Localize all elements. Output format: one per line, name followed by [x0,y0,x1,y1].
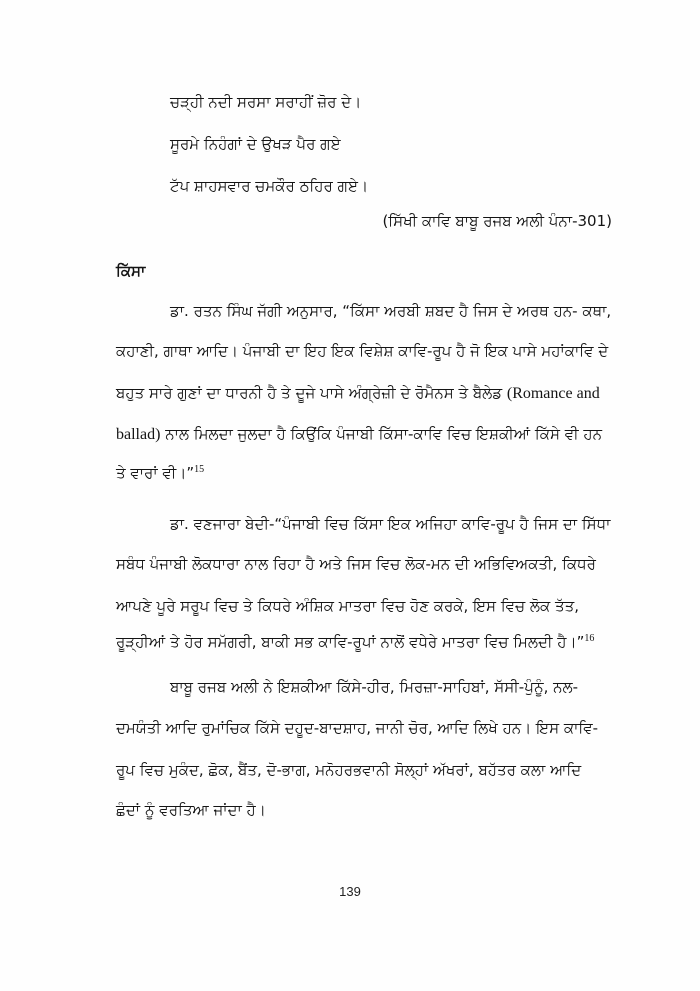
text: ਨਾਲ ਮਿਲਦਾ ਜੁਲਦਾ ਹੈ ਕਿਉਂਕਿ ਪੰਜਾਬੀ ਕਿੱਸਾ-ਕਾਵਿ ਵਿਚ ਇਸ਼ਕੀਆਂ ਕਿੱਸੇ ਵੀ ਹਨ [165,425,602,443]
paragraph-1-line-3 [116,383,600,404]
paragraph-1-line-1 [170,301,614,321]
text: ਤੇ ਵਾਰਾਂ ਵੀ।” [116,464,195,482]
paragraph-2-line-2: ਸਬੰਧ ਪੰਜਾਬੀ ਲੋਕਧਾਰਾ ਨਾਲ ਰਿਹਾ ਹੈ ਅਤੇ ਜਿਸ ਵਿਚ ਲੋਕ-ਮਨ ਦੀ ਅਭਿਵਿਅਕਤੀ, ਕਿਧਰੇ [116,555,596,573]
paragraph-3-line-3: ਰੂਪ ਵਿਚ ਮੁਕੰਦ, ਛੋਕ, ਬੈਂਤ, ਦੋ-ਭਾਗ, ਮਨੋਹਰਭਵਾਨੀ ਸੋਲ੍ਹਾਂ ਅੱਖਰਾਂ, ਬਹੱਤਰ ਕਲਾ ਆਦਿ [116,761,582,779]
latin-text: (Romance and [506,385,600,402]
paragraph-2-line-1: ਡਾ. ਵਣਜਾਰਾ ਬੇਦੀ-“ਪੰਜਾਬੀ ਵਿਚ ਕਿੱਸਾ ਇਕ ਅਜਿਹਾ ਕਾਵਿ-ਰੂਪ ਹੈ ਜਿਸ ਦਾ ਸਿੱਧਾ [170,515,611,533]
page-number: 139 [339,884,361,899]
verse-line-1: ਚੜ੍ਹੀ ਨਦੀ ਸਰਸਾ ਸਰਾਹੀਂ ਜ਼ੋਰ ਦੇ। [170,93,362,111]
paragraph-1-line-5 [116,463,204,483]
text: ਰੂੜ੍ਹੀਆਂ ਤੇ ਹੋਰ ਸਮੱਗਰੀ, ਬਾਕੀ ਸਭ ਕਾਵਿ-ਰੂਪਾਂ ਨਾਲੋਂ ਵਧੇਰੇ ਮਾਤਰਾ ਵਿਚ ਮਿਲਦੀ ਹੈ।” [116,633,585,651]
text: ਕਹਾਣੀ, ਗਾਥਾ ਆਦਿ। ਪੰਜਾਬੀ ਦਾ ਇਹ ਇਕ ਵਿਸ਼ੇਸ਼ ਕਾਵਿ-ਰੂਪ ਹੈ ਜੋ ਇਕ ਪਾਸੇ ਮਹਾਂਕਾਵਿ ਦੇ [116,342,609,360]
footnote-ref: 16 [584,633,595,644]
text: ਬਹੁਤ ਸਾਰੇ ਗੁਣਾਂ ਦਾ ਧਾਰਨੀ ਹੈ ਤੇ ਦੂਜੇ ਪਾਸੇ ਅੰਗ੍ਰੇਜ਼ੀ ਦੇ ਰੋਮੈਨਸ ਤੇ ਬੈਲੇਡ [116,384,503,402]
paragraph-3-line-4: ਛੰਦਾਂ ਨੂੰ ਵਰਤਿਆ ਜਾਂਦਾ ਹੈ। [116,801,266,819]
paragraph-2-line-3: ਆਪਣੇ ਪੂਰੇ ਸਰੂਪ ਵਿਚ ਤੇ ਕਿਧਰੇ ਅੰਸ਼ਿਕ ਮਾਤਰਾ ਵਿਚ ਹੋਣ ਕਰਕੇ, ਇਸ ਵਿਚ ਲੋਕ ਤੱਤ, [116,597,580,615]
paragraph-3-line-2: ਦਮਯੰਤੀ ਆਦਿ ਰੁਮਾਂਚਿਕ ਕਿੱਸੇ ਦਹੂਦ-ਬਾਦਸ਼ਾਹ, ਜਾਨੀ ਚੋਰ, ਆਦਿ ਲਿਖੇ ਹਨ। ਇਸ ਕਾਵਿ- [116,719,598,737]
paragraph-3-line-1: ਬਾਬੂ ਰਜਬ ਅਲੀ ਨੇ ਇਸ਼ਕੀਆ ਕਿੱਸੇ-ਹੀਰ, ਮਿਰਜ਼ਾ-ਸਾਹਿਬਾਂ, ਸੱਸੀ-ਪੁੰਨੂੰ, ਨਲ- [170,678,579,696]
paragraph-1-line-2 [116,341,608,361]
verse-citation: (ਸਿੱਖੀ ਕਾਵਿ ਬਾਬੂ ਰਜਬ ਅਲੀ ਪੰਨਾ-301) [382,212,612,230]
paragraph-1-line-4 [116,424,602,445]
footnote-ref: 15 [194,464,205,475]
section-heading: ਕਿੱਸਾ [116,262,146,280]
verse-line-2: ਸੂਰਮੇ ਨਿਹੰਗਾਂ ਦੇ ਉਖੜ ਪੈਰ ਗਏ [170,135,341,153]
paragraph-2-line-4 [116,632,594,652]
latin-text: ballad) [116,426,161,443]
verse-line-3: ਟੱਪ ਸ਼ਾਹਸਵਾਰ ਚਮਕੌਰ ਠਹਿਰ ਗਏ। [170,177,369,195]
text: ਡਾ. ਰਤਨ ਸਿੰਘ ਜੱਗੀ ਅਨੁਸਾਰ, “ਕਿੱਸਾ ਅਰਬੀ ਸ਼ਬਦ ਹੈ ਜਿਸ ਦੇ ਅਰਥ ਹਨ- ਕਥਾ, [170,302,612,320]
